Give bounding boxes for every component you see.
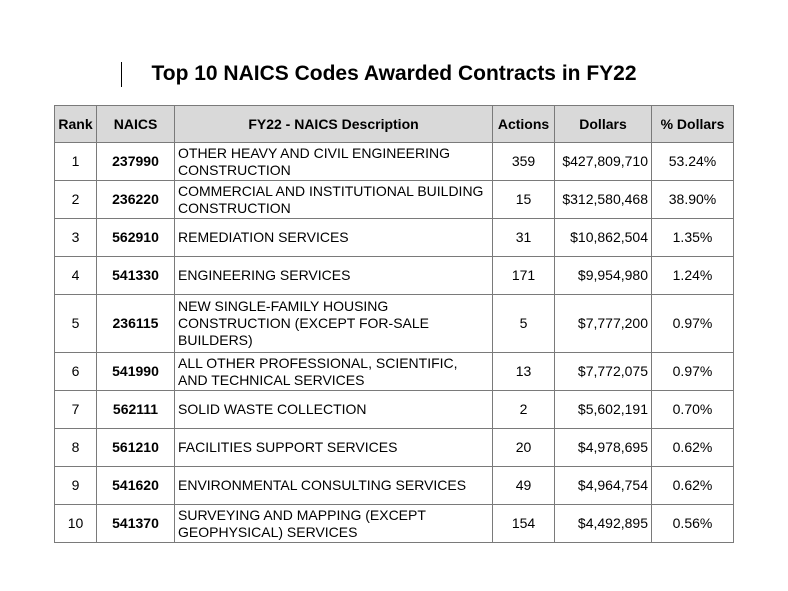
cell-rank: 2 [55,181,97,219]
cell-rank: 3 [55,219,97,257]
cell-pct-dollars: 0.97% [652,353,734,391]
table-row [55,429,734,467]
table-row [55,467,734,505]
cell-dollars: $7,772,075 [555,353,652,391]
cell-dollars: $4,964,754 [555,467,652,505]
cell-dollars: $10,862,504 [555,219,652,257]
cell-dollars: $7,777,200 [555,295,652,353]
cell-actions: 5 [493,295,555,353]
cell-rank: 10 [55,505,97,543]
table-row [55,181,734,219]
page-title: Top 10 NAICS Codes Awarded Contracts in FY22 [151,62,637,85]
cell-actions: 13 [493,353,555,391]
cell-pct-dollars: 0.70% [652,391,734,429]
cell-pct-dollars: 53.24% [652,143,734,181]
cell-dollars: $9,954,980 [555,257,652,295]
cell-pct-dollars: 1.35% [652,219,734,257]
cell-actions: 154 [493,505,555,543]
cell-rank: 7 [55,391,97,429]
cell-actions: 20 [493,429,555,467]
cell-description: ENGINEERING SERVICES [175,257,493,295]
cell-description: SOLID WASTE COLLECTION [175,391,493,429]
cell-actions: 2 [493,391,555,429]
cell-actions: 15 [493,181,555,219]
table-row [55,391,734,429]
header-pct-dollars: % Dollars [652,106,734,143]
cell-naics: 541330 [97,257,175,295]
header-naics: NAICS [97,106,175,143]
header-description: FY22 - NAICS Description [175,106,493,143]
cell-dollars: $427,809,710 [555,143,652,181]
cell-naics: 236220 [97,181,175,219]
naics-table [54,105,734,543]
cell-actions: 49 [493,467,555,505]
text-cursor [121,62,122,87]
header-dollars: Dollars [555,106,652,143]
cell-pct-dollars: 1.24% [652,257,734,295]
header-actions: Actions [493,106,555,143]
cell-description: ENVIRONMENTAL CONSULTING SERVICES [175,467,493,505]
cell-rank: 9 [55,467,97,505]
cell-dollars: $4,492,895 [555,505,652,543]
cell-naics: 562910 [97,219,175,257]
cell-rank: 6 [55,353,97,391]
cell-description: NEW SINGLE-FAMILY HOUSING CONSTRUCTION (EXCEPT FOR-SALE BUILDERS) [175,295,493,353]
cell-description: SURVEYING AND MAPPING (EXCEPT GEOPHYSICAL) SERVICES [175,505,493,543]
cell-actions: 171 [493,257,555,295]
cell-naics: 541370 [97,505,175,543]
cell-dollars: $312,580,468 [555,181,652,219]
header-rank: Rank [55,106,97,143]
cell-actions: 31 [493,219,555,257]
cell-description: COMMERCIAL AND INSTITUTIONAL BUILDING CONSTRUCTION [175,181,493,219]
cell-pct-dollars: 38.90% [652,181,734,219]
table-row [55,295,734,353]
table-row [55,143,734,181]
cell-rank: 4 [55,257,97,295]
cell-naics: 237990 [97,143,175,181]
cell-actions: 359 [493,143,555,181]
header-row [55,106,734,143]
cell-pct-dollars: 0.62% [652,467,734,505]
cell-dollars: $4,978,695 [555,429,652,467]
table-row [55,257,734,295]
table-row [55,505,734,543]
table-row [55,219,734,257]
cell-description: FACILITIES SUPPORT SERVICES [175,429,493,467]
cell-description: REMEDIATION SERVICES [175,219,493,257]
cell-pct-dollars: 0.56% [652,505,734,543]
table-row [55,353,734,391]
cell-description: OTHER HEAVY AND CIVIL ENGINEERING CONSTRUCTION [175,143,493,181]
cell-naics: 561210 [97,429,175,467]
cell-pct-dollars: 0.62% [652,429,734,467]
cell-naics: 562111 [97,391,175,429]
cell-naics: 541990 [97,353,175,391]
cell-naics: 541620 [97,467,175,505]
cell-pct-dollars: 0.97% [652,295,734,353]
cell-rank: 5 [55,295,97,353]
cell-rank: 8 [55,429,97,467]
cell-naics: 236115 [97,295,175,353]
cell-dollars: $5,602,191 [555,391,652,429]
cell-description: ALL OTHER PROFESSIONAL, SCIENTIFIC, AND TECHNICAL SERVICES [175,353,493,391]
cell-rank: 1 [55,143,97,181]
